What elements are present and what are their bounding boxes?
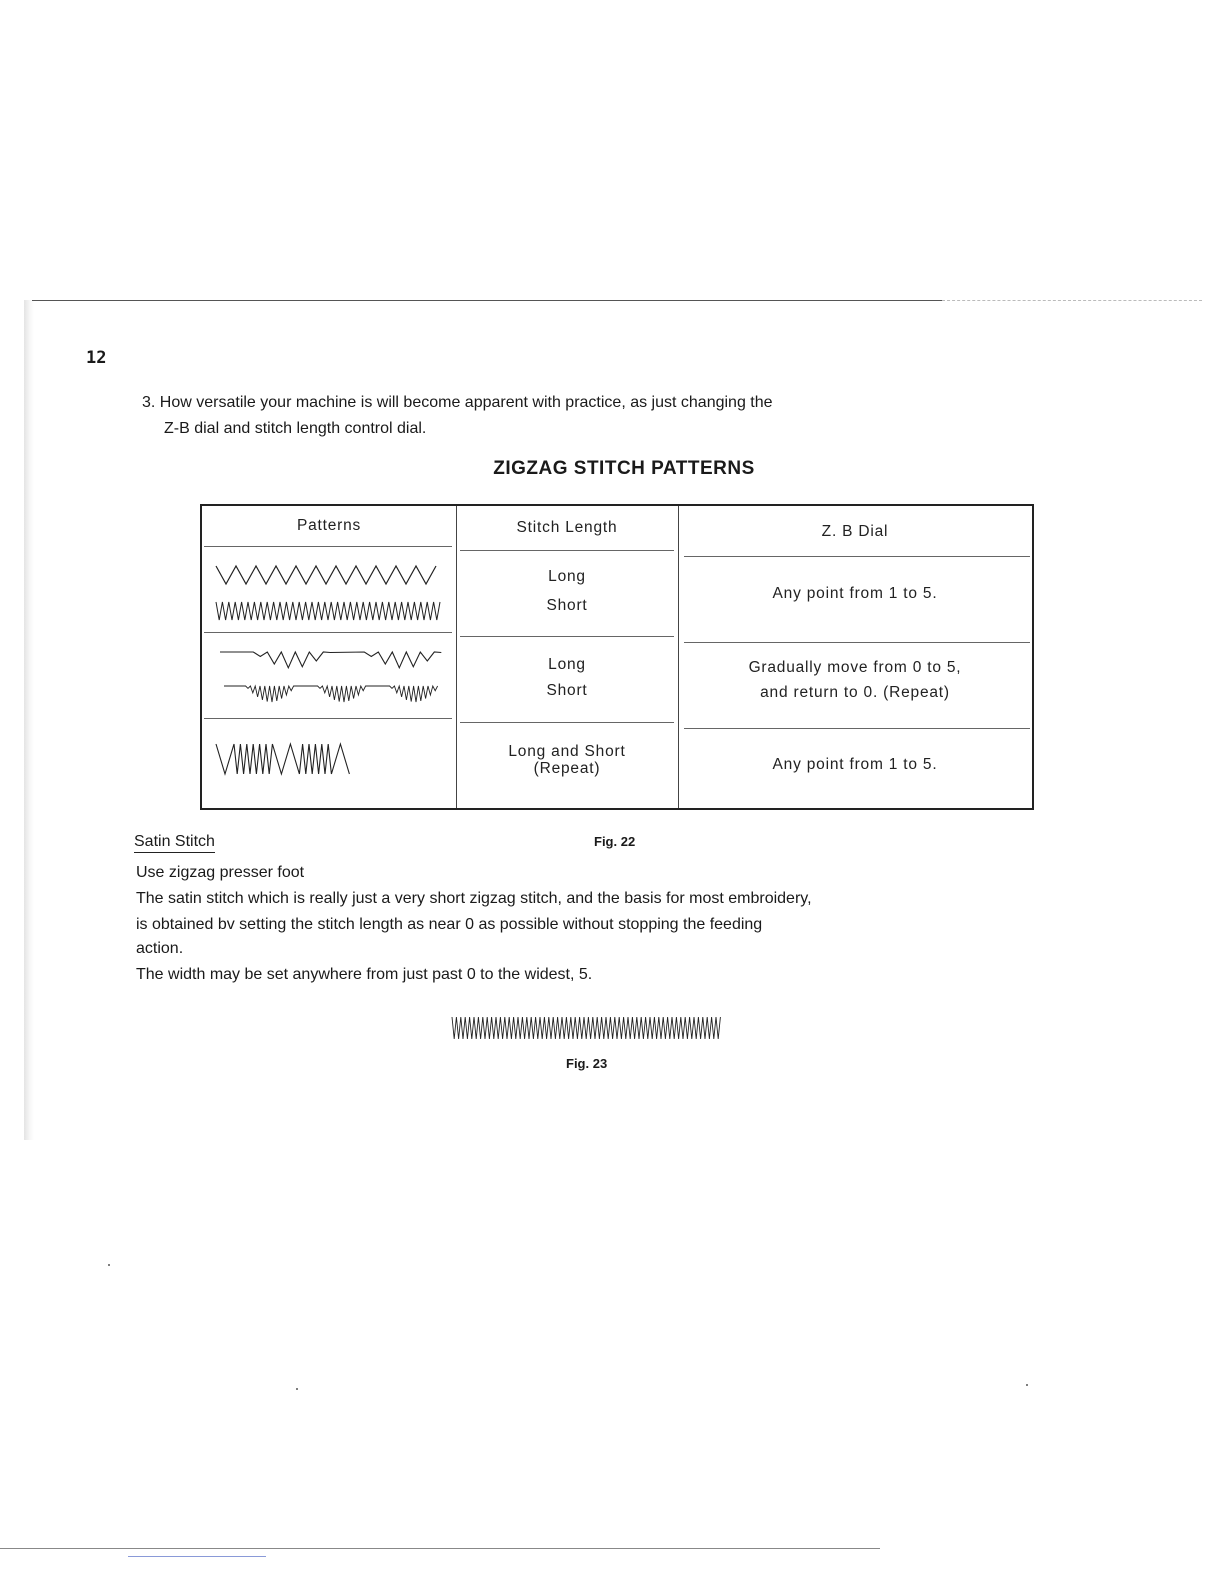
row3-dial: Any point from 1 to 5.: [772, 756, 938, 773]
row3-pattern-graphic: [214, 734, 450, 794]
row-divider: [460, 722, 674, 723]
satin-foot-line: Use zigzag presser foot: [136, 864, 305, 881]
page-number: 12: [86, 348, 107, 368]
header-stitch-length: Stitch Length: [516, 519, 618, 536]
fig23-caption: Fig. 23: [566, 1056, 608, 1071]
speck: [108, 1264, 110, 1266]
intro-line-2: Z-B dial and stitch length control dial.: [164, 420, 427, 437]
stitch-patterns-table: [200, 504, 1034, 810]
row-divider: [204, 718, 452, 719]
row-divider: [460, 636, 674, 637]
alternating-stitch: [216, 744, 349, 774]
row-divider: [684, 728, 1030, 729]
row1-pattern-graphic: [214, 558, 450, 626]
row1-length-short: Short: [546, 597, 588, 614]
graduated-long-stitch: [220, 652, 441, 668]
page-title: ZIGZAG STITCH PATTERNS: [493, 458, 755, 479]
speck: [296, 1388, 298, 1390]
speck: [1026, 1384, 1028, 1386]
row2-length-long: Long: [548, 656, 586, 673]
row-divider: [204, 632, 452, 633]
short-zigzag-stitch: [216, 602, 440, 620]
bottom-mark: [128, 1556, 266, 1557]
fig23-satin-stitch-graphic: [450, 1014, 726, 1042]
row2-dial-line2: and return to 0. (Repeat): [760, 684, 950, 701]
fig22-caption: Fig. 22: [594, 834, 636, 849]
satin-para-line3: action.: [136, 940, 184, 957]
row2-dial-line1: Gradually move from 0 to 5,: [748, 659, 962, 676]
row1-dial: Any point from 1 to 5.: [772, 585, 938, 602]
graduated-short-stitch: [224, 686, 438, 702]
row-divider: [684, 556, 1030, 557]
row2-pattern-graphic: [214, 640, 450, 712]
long-zigzag-stitch: [216, 566, 436, 584]
satin-stitch: [452, 1017, 720, 1039]
row-divider: [460, 550, 674, 551]
scan-shadow: [24, 300, 34, 1140]
header-zb-dial: Z. B Dial: [821, 523, 889, 540]
intro-line-1: 3. How versatile your machine is will become apparent with practice, as just changing the: [142, 394, 773, 411]
top-rule: [32, 300, 942, 301]
row-divider: [204, 546, 452, 547]
row-divider: [684, 642, 1030, 643]
satin-para-line2: is obtained bv setting the stitch length as near 0 as possible without stopping the feeding: [136, 916, 763, 933]
satin-para-line1: The satin stitch which is really just a very short zigzag stitch, and the basis for most embroidery,: [136, 890, 812, 907]
row1-length-long: Long: [548, 568, 586, 585]
row3-length-line1: Long and Short: [508, 743, 626, 760]
row2-length-short: Short: [546, 682, 588, 699]
satin-width-line: The width may be set anywhere from just past 0 to the widest, 5.: [136, 966, 593, 983]
top-rule-faded: [942, 300, 1202, 301]
bottom-rule: [0, 1548, 880, 1549]
satin-stitch-heading: Satin Stitch: [134, 833, 215, 853]
header-patterns: Patterns: [296, 517, 362, 534]
row3-length-line2: (Repeat): [533, 760, 601, 777]
